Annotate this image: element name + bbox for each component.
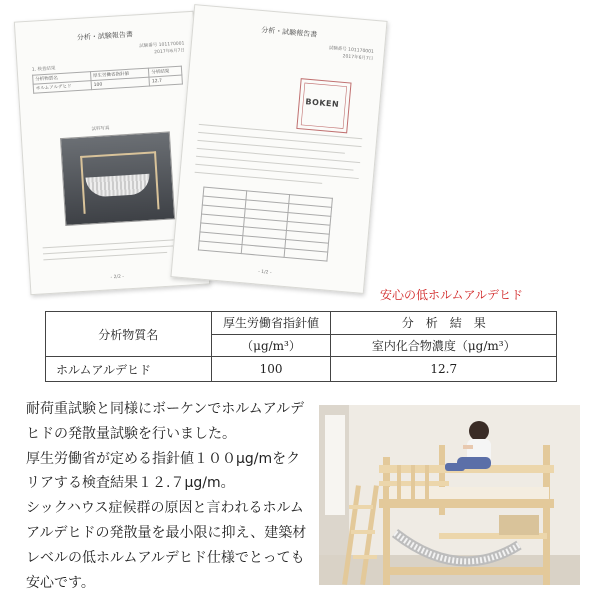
- report-document-page-1: [170, 4, 387, 294]
- page-number: - 2/2 -: [110, 274, 125, 281]
- description-line: シックハウス症候群の原因と言われるホルム: [26, 500, 304, 517]
- description-text: [26, 397, 324, 595]
- report-number: 試験番号 101170001: [139, 41, 185, 50]
- mini-header-2: 厚生労働省指針値: [90, 68, 149, 81]
- header-result-unit: 室内化合物濃度（μg/m³）: [331, 334, 557, 357]
- table-row: [46, 357, 557, 382]
- analysis-result-table: [45, 311, 557, 382]
- divider: [197, 148, 360, 163]
- divider: [196, 156, 353, 171]
- report-number: 試験番号 101170001: [328, 45, 374, 55]
- cell-guideline-value: 100: [211, 357, 331, 382]
- divider: [43, 238, 193, 248]
- description-line: 厚生労働省が定める指針値１００μg/mをク: [26, 450, 301, 467]
- report-section: 1. 検査結果: [31, 66, 56, 73]
- header-guideline-unit: （μg/m³）: [211, 334, 331, 357]
- bunk-bed-photo: [319, 405, 580, 585]
- low-formaldehyde-caption: 安心の低ホルムアルデヒド: [380, 288, 524, 302]
- bunk-bed-illustration: [319, 405, 580, 585]
- header-guideline: 厚生労働省指針値: [211, 312, 331, 335]
- boken-stamp-text: BOKEN: [305, 97, 340, 110]
- report-title: 分析・試験報告書: [260, 26, 318, 39]
- description-line: アルデヒドの発散量を最小限に抑え、建築材: [26, 524, 307, 541]
- sample-photo: [60, 131, 175, 226]
- report-date: 2017年6月7日: [342, 54, 374, 62]
- mini-cell-guideline: 100: [91, 77, 150, 90]
- mini-header-1: 分析物質名: [33, 72, 91, 85]
- description-line: ヒドの発散量試験を行いました。: [26, 425, 236, 442]
- divider: [195, 164, 358, 179]
- photo-label: 試料写真: [91, 126, 110, 133]
- description-line: 安心です。: [26, 574, 95, 591]
- description-line: レベルの低ホルムアルデヒド仕様でとっても: [26, 549, 305, 566]
- description-line: リアする検査結果１２.７μg/m。: [26, 475, 235, 492]
- header-result: 分 析 結 果: [331, 312, 557, 335]
- mini-cell-result: 12.7: [149, 75, 182, 86]
- cell-substance-name: ホルムアルデヒド: [46, 357, 212, 382]
- description-line: 耐荷重試験と同様にボーケンでホルムアルデ: [26, 401, 305, 417]
- cell-result-value: 12.7: [331, 357, 557, 382]
- page-number: - 1/2 -: [257, 269, 272, 276]
- report-title: 分析・試験報告書: [76, 30, 134, 42]
- header-substance: 分析物質名: [46, 312, 212, 357]
- report-date: 2017年6月7日: [154, 48, 186, 56]
- mini-header-3: 分析結果: [149, 66, 182, 77]
- mini-cell-name: ホルムアルデヒド: [33, 81, 91, 94]
- report-detail-table: [198, 187, 333, 262]
